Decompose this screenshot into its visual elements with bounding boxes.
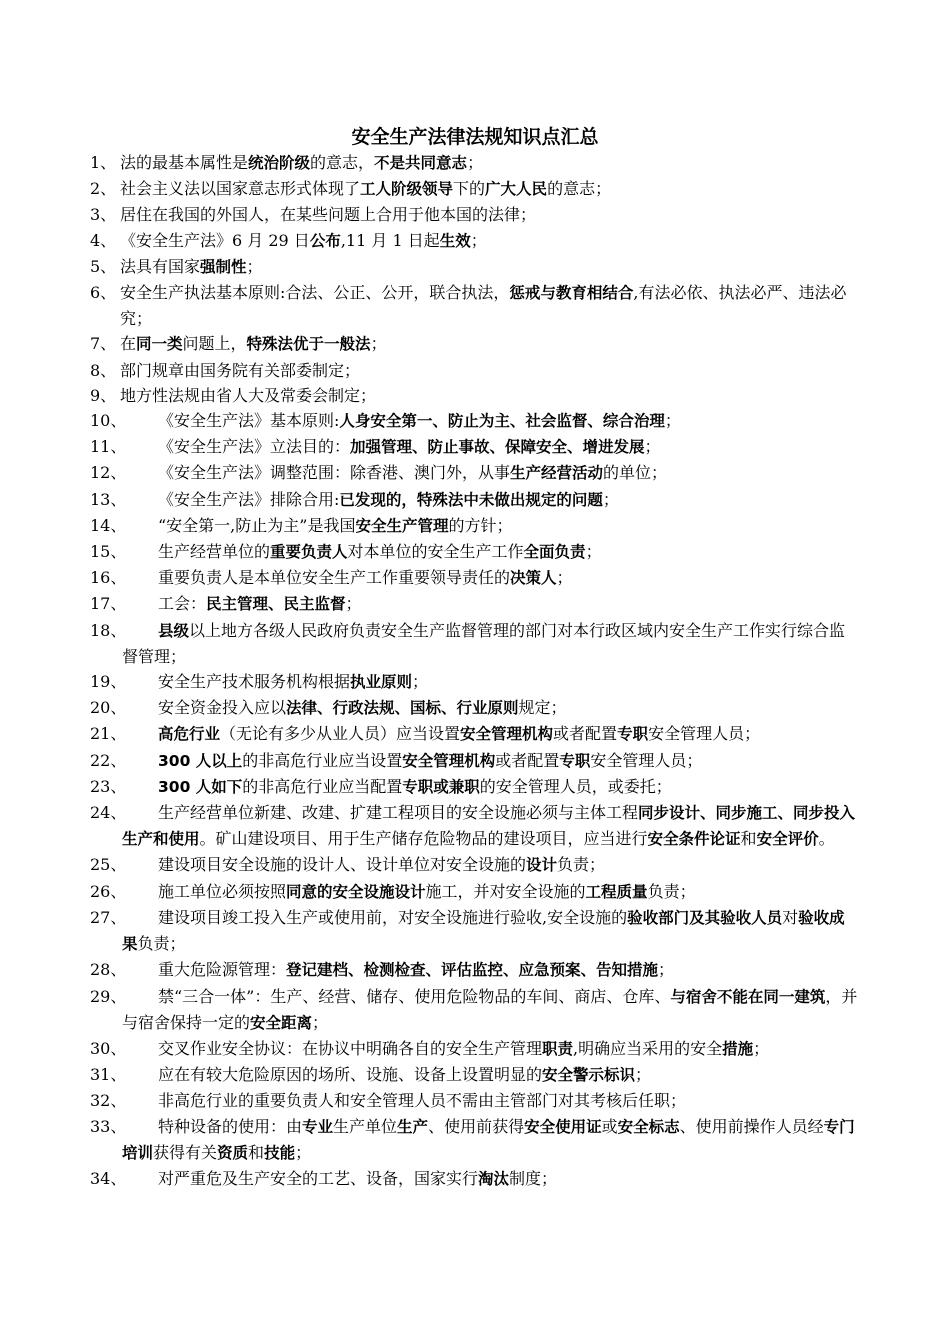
bold-keyword: 工程质量	[585, 882, 648, 901]
text-run: ,11 月 1 日起	[340, 230, 440, 250]
bold-keyword: 同意的安全设施设计	[286, 882, 426, 901]
bold-keyword: 公布	[309, 231, 341, 250]
bold-keyword: 验收成果	[122, 908, 845, 954]
item-number: 32、	[90, 1091, 127, 1111]
item-number: 30、	[90, 1038, 127, 1058]
list-item	[90, 748, 860, 774]
item-number: 16、	[90, 568, 127, 588]
text-run: ；	[556, 568, 573, 588]
list-item	[90, 591, 860, 617]
text-run: 《安全生产法》6 月 29 日	[120, 230, 310, 250]
item-text	[120, 150, 860, 176]
text-run: ；	[585, 542, 602, 562]
item-text	[122, 1088, 860, 1113]
text-run: ；	[635, 1065, 652, 1085]
text-run: 安全生产执法基本原则:合法、公正、公开，联合执法，	[120, 283, 510, 303]
bold-keyword: 执业原则	[350, 673, 413, 692]
bold-keyword: 强制性	[200, 257, 247, 276]
item-number: 9、	[90, 385, 117, 405]
item-text	[122, 539, 860, 565]
document-title: 安全生产法律法规知识点汇总	[351, 126, 599, 148]
bold-keyword: 专职	[559, 751, 591, 770]
list-item	[90, 957, 860, 983]
bold-keyword: 特殊法优于一般法	[246, 335, 371, 354]
bold-keyword: 统治阶级	[248, 154, 311, 172]
text-run: 安全管理人员；	[590, 750, 703, 770]
text-run: 建设项目安全设施的设计人、设计单位对安全设施的	[158, 855, 527, 875]
item-number: 11、	[90, 437, 127, 457]
text-run: 法具有国家	[120, 256, 201, 276]
text-run: 法的最基本属性是	[120, 153, 249, 172]
list-item	[90, 1088, 860, 1113]
bold-keyword: 县级	[158, 621, 190, 640]
item-text	[122, 800, 860, 852]
list-item	[90, 1166, 860, 1192]
text-run: 重大危险源管理：	[158, 960, 287, 980]
item-text	[120, 176, 860, 202]
text-run: ,明确应当采用的安全	[573, 1038, 723, 1058]
text-run: ；	[370, 334, 387, 354]
item-text	[122, 591, 860, 617]
item-number: 25、	[90, 855, 127, 875]
bold-keyword: 同一类	[136, 335, 183, 354]
bold-keyword: 300 人以上	[158, 751, 243, 770]
item-number: 29、	[90, 986, 127, 1006]
list-item	[90, 254, 860, 280]
list-item	[90, 852, 860, 878]
list-item	[90, 383, 860, 408]
bold-keyword: 300 人如下	[158, 777, 243, 796]
list-item	[90, 618, 860, 669]
bold-keyword: 设计	[526, 856, 558, 875]
text-run: ；	[412, 672, 429, 692]
bold-keyword: 登记建档、检测检查、评估监控、应急预案、告知措施	[286, 961, 659, 980]
item-text	[120, 331, 860, 357]
bold-keyword: 与宿舍不能在同一建筑	[670, 987, 826, 1006]
text-run: 禁“三合一体”：生产、经营、储存、使用危险物品的车间、商店、仓库、	[158, 986, 671, 1006]
item-number: 18、	[90, 620, 127, 640]
bold-keyword: 已发现的，特殊法中未做出规定的问题	[339, 490, 603, 509]
item-text	[122, 905, 860, 957]
item-text	[122, 408, 860, 434]
item-text	[122, 1166, 860, 1192]
item-text	[122, 1036, 860, 1062]
text-run: 《安全生产法》基本原则:	[158, 411, 340, 431]
text-run: 、使用前获得	[428, 1116, 525, 1136]
item-text	[120, 358, 860, 383]
text-run: ,有法必依、执法必严、违法必究；	[120, 283, 847, 329]
text-run: 《安全生产法》立法目的：	[158, 437, 351, 457]
text-run: ，并与宿舍保持一定的	[122, 986, 858, 1032]
text-run: 对严重危及生产安全的工艺、设备，国家实行	[158, 1168, 479, 1188]
list-item	[90, 721, 860, 747]
item-text	[122, 434, 860, 460]
bold-keyword: 资质	[217, 1143, 249, 1162]
bold-keyword: 安全评价	[756, 830, 819, 849]
list-item	[90, 1036, 860, 1062]
bold-keyword: 专职或兼职	[402, 777, 480, 796]
list-item	[90, 460, 860, 486]
bold-keyword: 安全生产管理	[355, 516, 449, 535]
bold-keyword: 工人阶级领导	[360, 180, 454, 199]
list-item	[90, 513, 860, 539]
bold-keyword: 专门培训	[122, 1117, 855, 1162]
item-text	[122, 748, 860, 774]
item-number: 1、	[90, 153, 117, 172]
text-run: ；	[312, 1012, 329, 1032]
bold-keyword: 淘汰	[478, 1169, 510, 1188]
text-run: 生产经营单位新建、改建、扩建工程项目的安全设施必须与主体工程	[158, 803, 639, 823]
item-number: 34、	[90, 1168, 127, 1188]
text-run: 或	[601, 1116, 618, 1136]
list-item	[90, 1114, 860, 1166]
list-item	[90, 202, 860, 227]
item-text	[122, 513, 860, 539]
item-number: 3、	[90, 205, 117, 225]
item-number: 28、	[90, 960, 127, 980]
list-item	[90, 434, 860, 460]
bold-keyword: 验收部门及其验收人员	[627, 908, 783, 927]
bold-keyword: 安全标志	[617, 1117, 680, 1136]
item-number: 7、	[90, 334, 117, 354]
text-run: ；	[246, 256, 263, 276]
text-run: 对	[782, 907, 799, 927]
bold-keyword: 职责	[542, 1039, 574, 1058]
bold-keyword: 同步设计、同步施工、同步投入生产和使用	[122, 804, 856, 849]
item-number: 26、	[90, 881, 127, 901]
text-run: 制度；	[509, 1168, 558, 1188]
text-run: ；	[602, 489, 619, 509]
text-run: 地方性法规由省人大及常委会制定；	[120, 385, 377, 405]
text-run: 社会主义法以国家意志形式体现了	[120, 179, 361, 199]
text-run: ；	[753, 1038, 770, 1058]
text-run: 居住在我国的外国人，在某些问题上合用于他本国的法律；	[120, 205, 537, 225]
list-item	[90, 228, 860, 254]
bold-keyword: 专业	[302, 1117, 334, 1136]
text-run: 部门规章由国务院有关部委制定；	[120, 360, 361, 380]
text-run: 非高危行业的重要负责人和安全管理人员不需由主管部门对其考核后任职；	[158, 1091, 687, 1111]
item-text	[122, 1062, 860, 1088]
list-item	[90, 408, 860, 434]
list-item	[90, 1062, 860, 1088]
text-run: 和	[740, 829, 757, 849]
text-run: 在	[120, 334, 137, 354]
item-number: 33、	[90, 1116, 127, 1136]
list-item	[90, 800, 860, 852]
knowledge-point-list	[90, 150, 860, 1192]
text-run: 《安全生产法》排除合用:	[158, 489, 340, 509]
item-text	[122, 1114, 860, 1166]
list-item	[90, 150, 860, 176]
text-run: 的意志；	[547, 179, 612, 199]
item-number: 22、	[90, 750, 127, 770]
bold-keyword: 安全距离	[250, 1013, 313, 1032]
item-text	[122, 984, 860, 1036]
item-text	[122, 695, 860, 721]
text-run: 的方针；	[448, 515, 513, 535]
item-text	[120, 383, 860, 408]
text-run: 的意志，	[310, 153, 375, 172]
list-item	[90, 695, 860, 721]
bold-keyword: 广大人民	[485, 180, 548, 199]
text-run: 安全管理人员；	[648, 724, 761, 744]
text-run: 应在有较大危险原因的场所、设施、设备上设置明显的	[158, 1065, 543, 1085]
item-number: 10、	[90, 411, 127, 431]
item-text	[122, 852, 860, 878]
text-run: ；	[470, 230, 487, 250]
text-run: ；	[345, 594, 362, 614]
item-text	[122, 774, 860, 800]
bold-keyword: 民主管理、民主监督	[206, 595, 346, 614]
list-item	[90, 984, 860, 1036]
text-run: 建设项目竣工投入生产或使用前，对安全设施进行验收,安全设施的	[158, 907, 628, 927]
item-number: 23、	[90, 776, 127, 796]
text-run: 的非高危行业应当配置	[242, 776, 403, 796]
bold-keyword: 生产经营活动	[510, 464, 604, 483]
bold-keyword: 高危行业	[158, 725, 221, 744]
bold-keyword: 生效	[439, 231, 471, 250]
item-text	[122, 565, 860, 591]
list-item	[90, 669, 860, 695]
text-run: 重要负责人是本单位安全生产工作重要领导责任的	[158, 568, 511, 588]
bold-keyword: 安全警示标识	[542, 1066, 636, 1085]
item-text	[122, 957, 860, 983]
item-number: 15、	[90, 542, 127, 562]
list-item	[90, 879, 860, 905]
text-run: 的安全管理人员，或委托；	[479, 776, 672, 796]
text-run: 或者配置	[495, 750, 560, 770]
list-item	[90, 176, 860, 202]
item-number: 20、	[90, 698, 127, 718]
item-text	[122, 487, 860, 513]
bold-keyword: 安全管理机构	[460, 725, 554, 744]
text-run: 《安全生产法》调整范围：除香港、澳门外，从事	[158, 463, 511, 483]
item-number: 21、	[90, 724, 127, 744]
item-number: 31、	[90, 1065, 127, 1085]
list-item	[90, 487, 860, 513]
text-run: 下的	[453, 179, 486, 199]
bold-keyword: 安全条件论证	[647, 830, 741, 849]
text-run: ；	[295, 1142, 312, 1162]
item-number: 12、	[90, 463, 127, 483]
item-number: 24、	[90, 803, 127, 823]
text-run: 对本单位的安全生产工作	[347, 542, 524, 562]
bold-keyword: 惩戒与教育相结合	[509, 284, 634, 303]
list-item	[90, 905, 860, 957]
item-text	[122, 721, 860, 747]
text-run: 、使用前操作人员经	[679, 1116, 824, 1136]
bold-keyword: 措施	[722, 1039, 754, 1058]
text-run: 特种设备的使用：由	[158, 1116, 303, 1136]
item-text	[120, 254, 860, 280]
bold-keyword: 专职	[617, 725, 649, 744]
text-run: 规定；	[518, 698, 567, 718]
text-run: 负责；	[557, 855, 606, 875]
item-text	[122, 669, 860, 695]
bold-keyword: 人身安全第一、防止为主、社会监督、综合治理	[339, 412, 665, 431]
list-item	[90, 358, 860, 383]
text-run: 负责；	[647, 881, 696, 901]
list-item	[90, 280, 860, 331]
item-number: 8、	[90, 360, 117, 380]
bold-keyword: 生产	[397, 1117, 429, 1136]
bold-keyword: 全面负责	[523, 543, 586, 562]
text-run: ；	[664, 411, 681, 431]
item-text	[120, 228, 860, 254]
list-item	[90, 774, 860, 800]
item-number: 17、	[90, 594, 127, 614]
item-text	[120, 280, 860, 331]
text-run: 安全资金投入应以	[158, 698, 287, 718]
text-run: 问题上，	[182, 334, 247, 354]
item-number: 19、	[90, 672, 127, 692]
text-run: 施工，并对安全设施的	[425, 881, 586, 901]
text-run: 工会：	[158, 594, 207, 614]
bold-keyword: 技能	[264, 1143, 296, 1162]
item-number: 5、	[90, 256, 117, 276]
text-run: 。	[818, 829, 835, 849]
item-number: 13、	[90, 489, 127, 509]
bold-keyword: 安全管理机构	[402, 751, 496, 770]
text-run: 的单位；	[603, 463, 668, 483]
item-number: 6、	[90, 283, 117, 303]
text-run: ；	[467, 153, 484, 172]
text-run: 或者配置	[553, 724, 618, 744]
text-run: 安全生产技术服务机构根据	[158, 672, 351, 692]
bold-keyword: 法律、行政法规、国标、行业原则	[286, 699, 519, 718]
item-number: 27、	[90, 907, 127, 927]
item-number: 4、	[90, 230, 117, 250]
text-run: 以上地方各级人民政府负责安全生产监督管理的部门对本行政区域内安全生产工作实行综合监督管理；	[122, 620, 846, 666]
item-number: 14、	[90, 515, 127, 535]
list-item	[90, 565, 860, 591]
item-text	[120, 202, 860, 227]
text-run: 施工单位必须按照	[158, 881, 287, 901]
list-item	[90, 539, 860, 565]
text-run: ；	[658, 960, 675, 980]
bold-keyword: 不是共同意志	[374, 154, 468, 172]
text-run: 。矿山建设项目、用于生产储存危险物品的建设项目，应当进行	[199, 829, 648, 849]
text-run: 获得有关	[153, 1142, 218, 1162]
bold-keyword: 决策人	[510, 569, 557, 588]
text-run: ；	[644, 437, 661, 457]
bold-keyword: 安全使用证	[524, 1117, 602, 1136]
text-run: “安全第一,防止为主”是我国	[158, 515, 356, 535]
text-run: 生产经营单位的	[158, 542, 271, 562]
bold-keyword: 加强管理、防止事故、保障安全、增进发展	[350, 438, 645, 457]
item-text	[122, 618, 860, 669]
text-run: 生产单位	[333, 1116, 398, 1136]
text-run: 交叉作业安全协议：在协议中明确各自的安全生产管理	[158, 1038, 543, 1058]
text-run: 负责；	[137, 934, 186, 954]
list-item	[90, 331, 860, 357]
item-number: 2、	[90, 179, 117, 199]
text-run: 和	[248, 1142, 265, 1162]
bold-keyword: 重要负责人	[270, 543, 348, 562]
item-text	[122, 879, 860, 905]
text-run: （无论有多少从业人员）应当设置	[220, 724, 461, 744]
text-run: 的非高危行业应当设置	[242, 750, 403, 770]
item-text	[122, 460, 860, 486]
